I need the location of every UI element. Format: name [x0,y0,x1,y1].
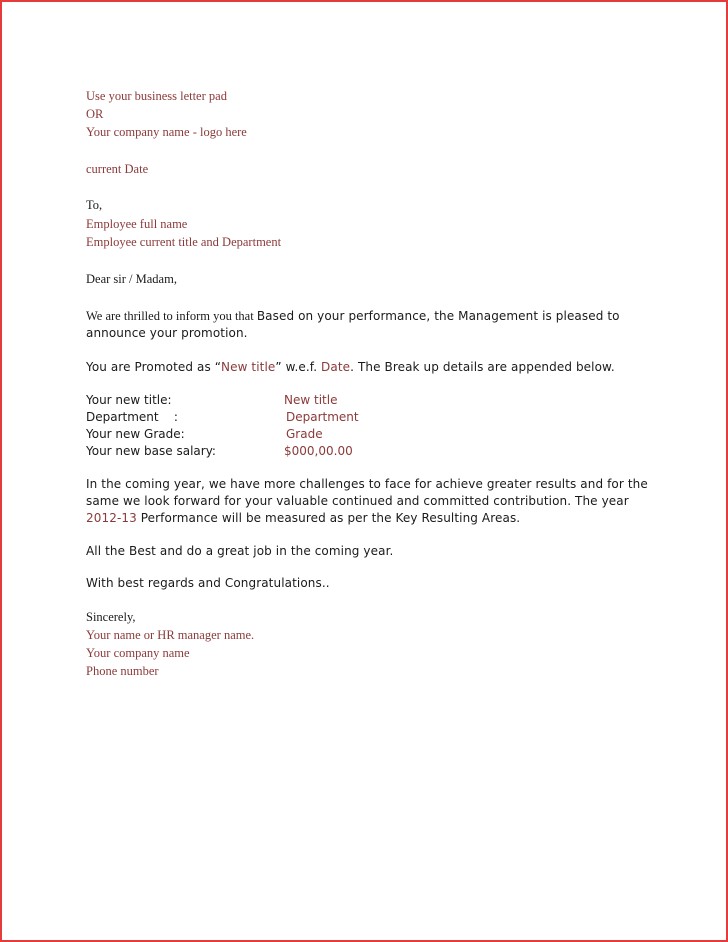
new-title-inline: New title [221,360,276,374]
date-inline: Date [321,360,351,374]
regards-line: With best regards and Congratulations.. [86,576,330,590]
promotion-sentence [86,359,615,375]
closing-paragraph-tail: Performance will be measured as per the Key Resulting Areas. [136,511,521,525]
closing-paragraph-line-3 [86,510,520,526]
closing-paragraph-line-2: same we look forward for your valuable continued and committed contribution. The year [86,494,629,508]
detail-value-salary: $000,00.00 [284,444,353,458]
detail-label-department: Department : [86,410,178,424]
paragraph-1-line-2: announce your promotion. [86,326,248,340]
detail-value-grade: Grade [286,427,323,441]
employee-name-placeholder: Employee full name [86,217,188,231]
sincerely-label: Sincerely, [86,610,136,624]
to-label: To, [86,198,103,212]
salutation: Dear sir / Madam, [86,272,177,286]
signer-phone-placeholder: Phone number [86,664,159,678]
company-logo-placeholder: Your company name - logo here [86,125,247,139]
best-wishes-line: All the Best and do a great job in the coming year. [86,544,394,558]
detail-label-salary: Your new base salary: [86,444,216,458]
detail-value-title: New title [284,393,338,407]
paragraph-1-lead: We are thrilled to inform you that [86,309,257,323]
paragraph-1-line-1 [86,308,620,324]
wef-text: ” w.e.f. [275,360,322,374]
closing-paragraph-line-1: In the coming year, we have more challenges to face for achieve greater results and for the [86,477,648,491]
signer-company-placeholder: Your company name [86,646,190,660]
promotion-lead: You are Promoted as “ [86,360,222,374]
letter-pad-note: Use your business letter pad [86,89,227,103]
paragraph-1-rest: Based on your performance, the Management is pleased to [256,309,620,323]
date-placeholder: current Date [86,162,149,176]
detail-label-title: Your new title: [86,393,172,407]
detail-label-grade: Your new Grade: [86,427,185,441]
detail-value-department: Department [286,410,359,424]
or-note: OR [86,107,104,121]
employee-title-placeholder: Employee current title and Department [86,235,282,249]
year-inline: 2012-13 [86,511,137,525]
promotion-tail: . The Break up details are appended below. [350,360,615,374]
signer-name-placeholder: Your name or HR manager name. [86,628,255,642]
